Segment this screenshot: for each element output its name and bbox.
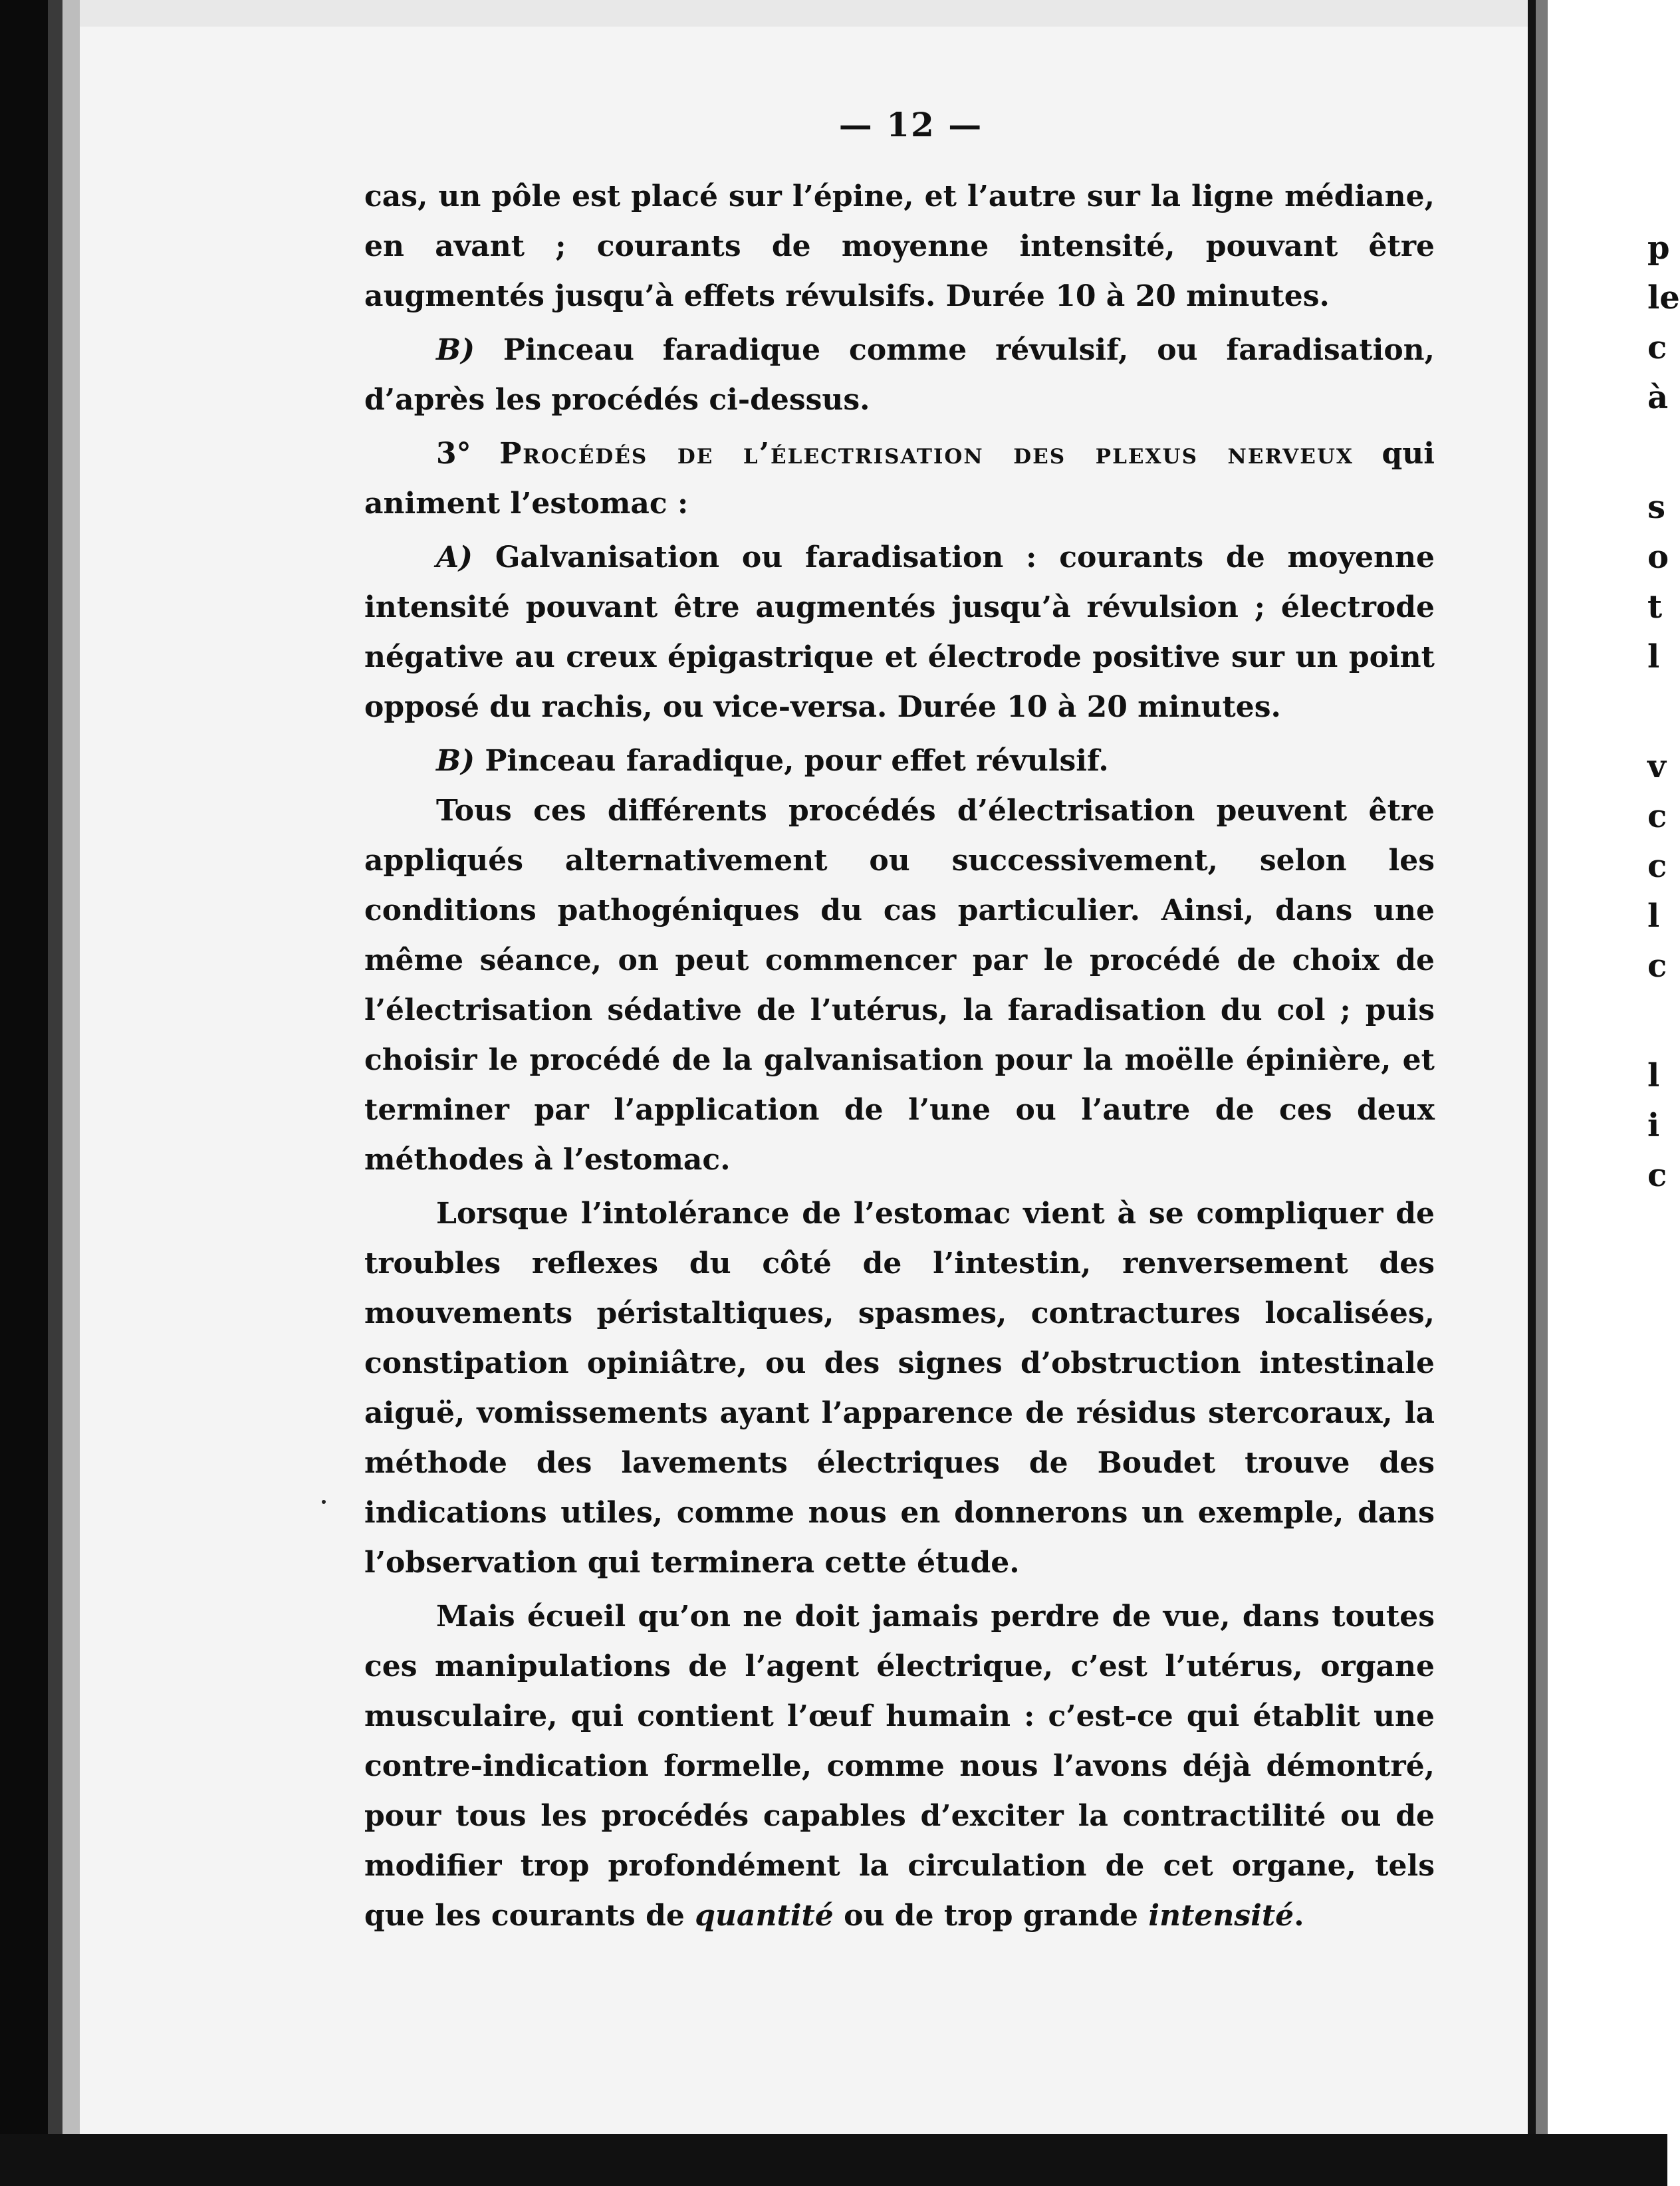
- item-label: B): [436, 333, 475, 367]
- facing-page-letter: c: [1647, 848, 1667, 885]
- scan-bottom-edge: [0, 2134, 1667, 2186]
- book-gutter: [1528, 0, 1536, 2186]
- section-number: 3°: [436, 437, 471, 471]
- paragraph-7: Lorsque l’intolérance de l’estomac vient à se compliquer de troubles reflexes du côté de l’intestin, renversement des mouvements péristaltiques, spasmes, contractures localisées, constipation opiniâtre, ou des signes d’obstruction intestinale aiguë, vomissements ayant l’apparence de résidus stercoraux, la méthode des lavements électriques de Boudet trouve des indications utiles, comme nous en donnerons un exemple, dans l’observation qui terminera cette étude.: [364, 1197, 1435, 1580]
- paragraph-8-end: .: [1294, 1899, 1304, 1933]
- scan-page-edge: [62, 0, 80, 2186]
- paragraph-2-text: Pinceau faradique comme révulsif, ou faradisation, d’après les procédés ci-dessus.: [364, 333, 1435, 417]
- paragraph-8-text: Mais écueil qu’on ne doit jamais perdre de vue, dans toutes ces manipulations de l’agent électrique, c’est l’utérus, organe musculaire, qui contient l’œuf humain : c’est-ce qui établit une contre-indication formelle, comme nous l’avons déjà démontré, pour tous les procédés capables d’exciter la contractilité ou de modifier trop profondément la circulation de cet organe, tels que les courants de: [364, 1600, 1435, 1933]
- facing-page-letter: c: [1647, 798, 1667, 835]
- facing-page-letter: c: [1647, 1157, 1667, 1194]
- facing-page-letter: s: [1647, 489, 1666, 526]
- paragraph-8: [364, 1592, 1435, 1941]
- facing-page-letter: à: [1647, 379, 1669, 416]
- paragraph-3: [364, 429, 1435, 529]
- facing-page-letter: t: [1647, 588, 1663, 626]
- scan-speck: [322, 1500, 326, 1504]
- facing-page-letter: l: [1647, 1057, 1660, 1094]
- facing-page-letter: o: [1647, 539, 1669, 576]
- paragraph-6: Tous ces différents procédés d’électrisation peuvent être appliqués alternativement ou successivement, selon les conditions pathogéniques du cas particulier. Ainsi, dans une même séance, on peut commencer par le procédé de choix de l’électrisation sédative de l’utérus, la faradisation du col ; puis choisir le procédé de la galvanisation pour la moëlle épinière, et terminer par l’application de l’une ou l’autre de ces deux méthodes à l’estomac.: [364, 794, 1435, 1177]
- paragraph-4: [364, 533, 1435, 732]
- facing-page-letter: le: [1647, 279, 1680, 316]
- paragraph-8-text: ou de trop grande: [844, 1899, 1139, 1933]
- facing-page-letter: c: [1647, 329, 1667, 366]
- scan-binding-shadow: [48, 0, 62, 2186]
- facing-page-letter: i: [1647, 1107, 1660, 1144]
- facing-page-letter: v: [1647, 748, 1666, 785]
- facing-page-letter: c: [1647, 947, 1667, 985]
- facing-page-letter: l: [1647, 898, 1660, 935]
- scan-top-edge: [80, 0, 1542, 27]
- paragraph-1: cas, un pôle est placé sur l’épine, et l’autre sur la ligne médiane, en avant ; courants de moyenne intensité, pouvant être augmentés jusqu’à effets révulsifs. Durée 10 à 20 minutes.: [364, 180, 1435, 313]
- section-heading: Procédés de l’électrisation des plexus nerveux: [499, 437, 1354, 471]
- body-text: [364, 172, 1435, 1941]
- item-label: A): [436, 541, 473, 574]
- paragraph-5: [364, 736, 1435, 786]
- book-gutter-shadow: [1536, 0, 1548, 2186]
- paragraph-5-text: Pinceau faradique, pour effet révulsif.: [485, 744, 1109, 778]
- paragraph-4-text: Galvanisation ou faradisation : courants de moyenne intensité pouvant être augmentés jusqu’à révulsion ; électrode négative au creux épigastrique et électrode positive sur un point opposé du rachis, ou vice-versa. Durée 10 à 20 minutes.: [364, 541, 1435, 724]
- italic-term: quantité: [695, 1899, 834, 1933]
- paragraph-3-text: qui animent l’estomac :: [364, 437, 1435, 521]
- facing-page-letter: l: [1647, 638, 1660, 675]
- paragraph-2: [364, 325, 1435, 425]
- italic-term: intensité: [1148, 1899, 1294, 1933]
- item-label: B): [436, 744, 475, 778]
- page-number: — 12 —: [838, 105, 983, 144]
- scan-binding-edge: [0, 0, 48, 2186]
- facing-page-letter: p: [1647, 229, 1670, 267]
